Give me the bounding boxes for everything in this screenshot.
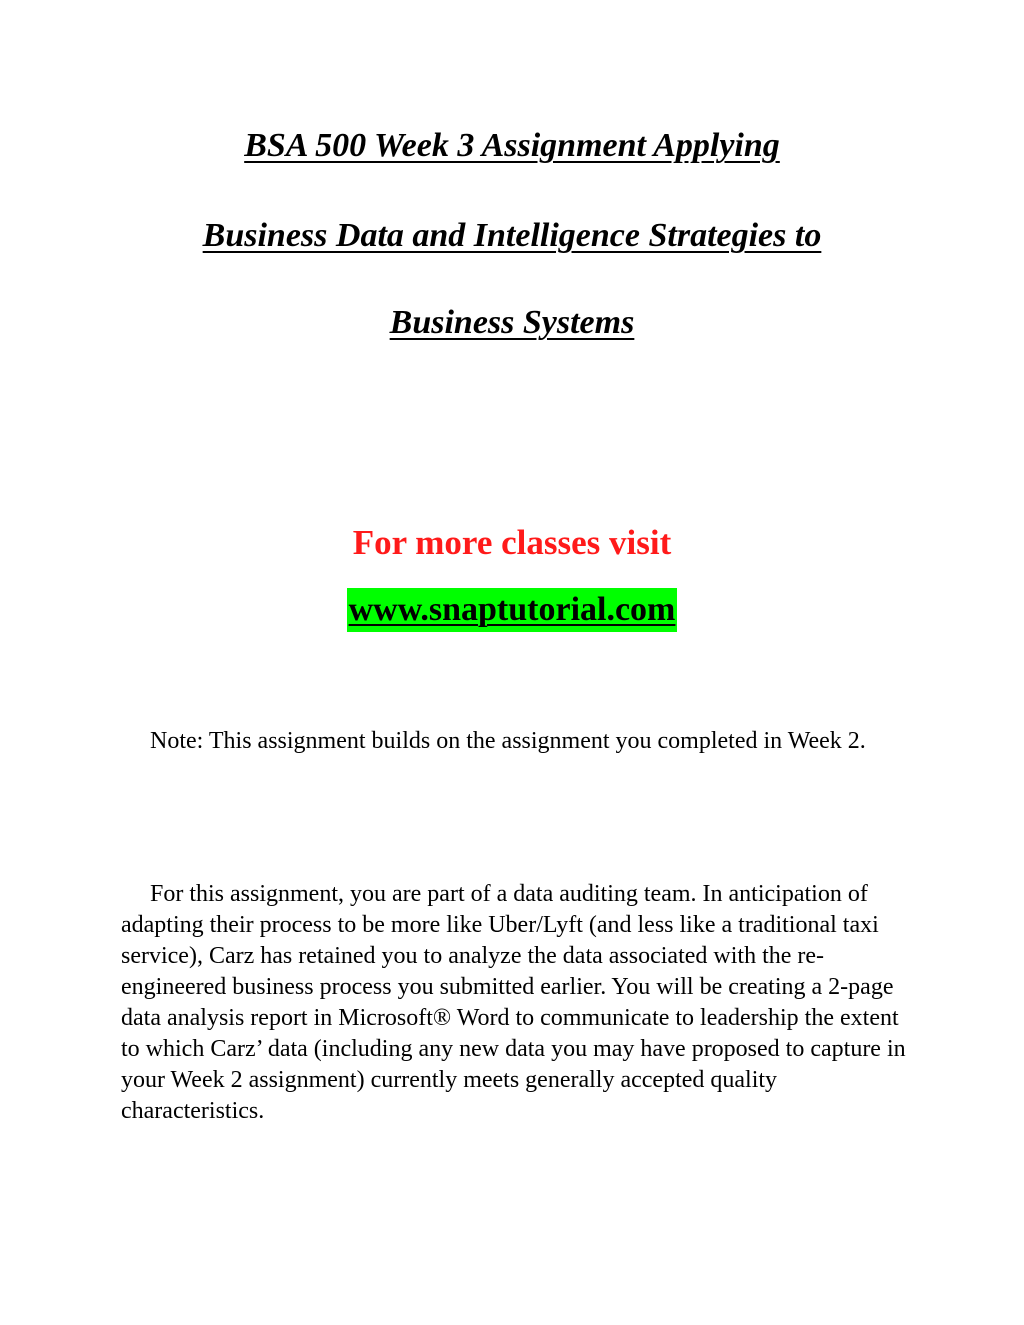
promo-text: For more classes visit [352, 523, 672, 562]
title-line-1: BSA 500 Week 3 Assignment Applying [244, 127, 780, 164]
note-paragraph: Note: This assignment builds on the assignment you completed in Week 2. [150, 728, 866, 754]
title-line-3: Business Systems [389, 304, 635, 341]
promo-link-container [0, 588, 1024, 632]
promo-link[interactable]: www.snaptutorial.com [347, 588, 678, 632]
title-line-2: Business Data and Intelligence Strategies to [202, 217, 822, 254]
body-paragraph: For this assignment, you are part of a data auditing team. In anticipation of adapting their process to be more like Uber/Lyft (and less like a traditional taxi service), Carz has retained you to analyze the data associated with the re-engineered business process you submitted earlier. You will be creating a 2-page data analysis report in Microsoft® Word to communicate to leadership the extent to which Carz’ data (including any new data you may have proposed to capture in your Week 2 assignment) currently meets generally accepted quality characteristics. [121, 881, 906, 1124]
